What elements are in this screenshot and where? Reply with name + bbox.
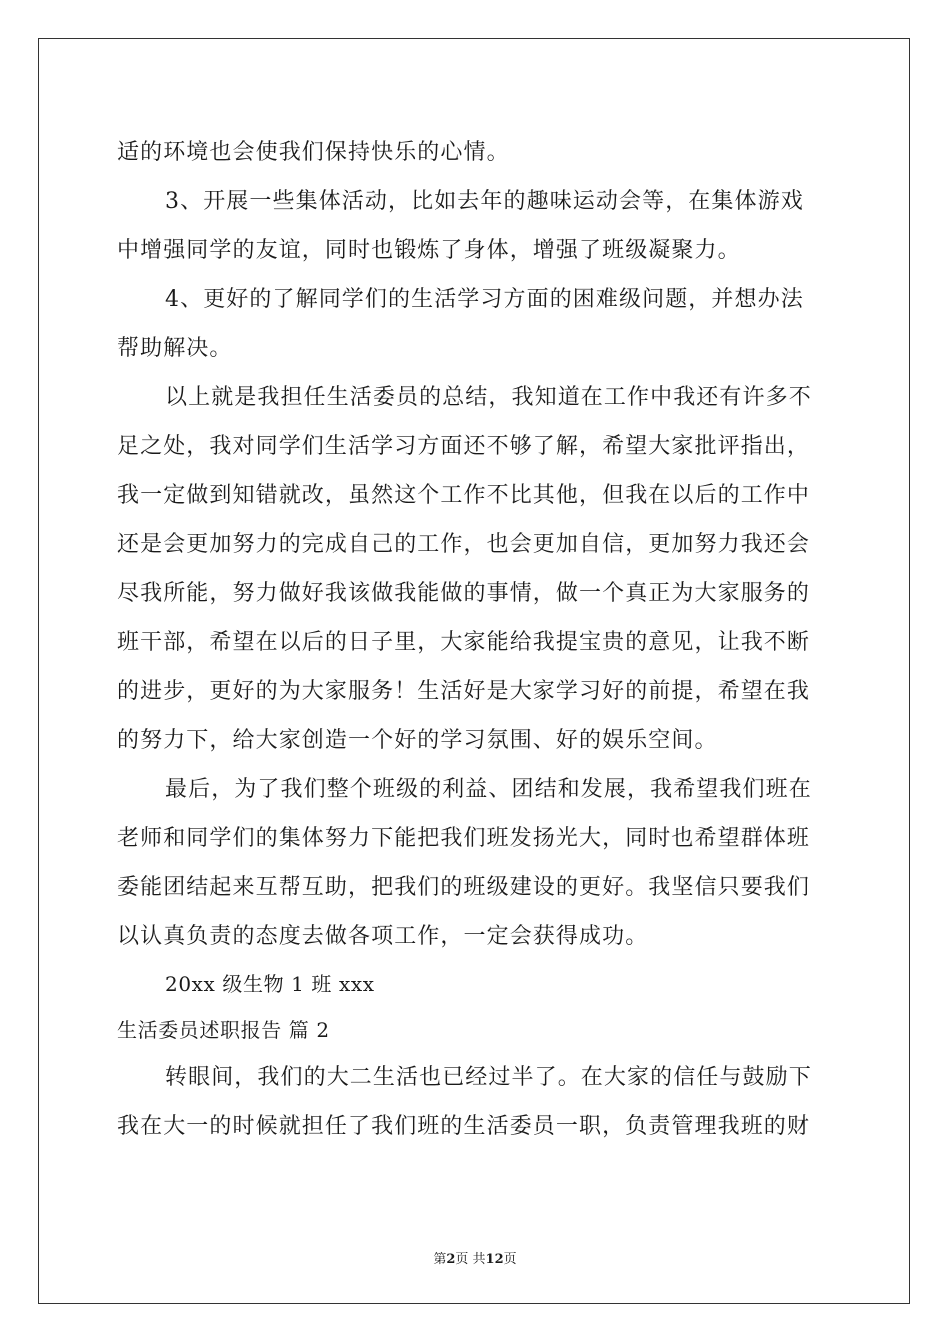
signature-line: 20xx 级生物 1 班 xxx <box>165 972 375 996</box>
document-body <box>117 128 835 1151</box>
text-line: 的进步，更好的为大家服务！生活好是大家学习好的前提，希望在我 <box>117 679 811 704</box>
text-line: 转眼间，我们的大二生活也已经过半了。在大家的信任与鼓励下 <box>165 1065 812 1090</box>
text-line: 适的环境也会使我们保持快乐的心情。 <box>117 140 510 165</box>
footer-prefix: 第 <box>433 1252 447 1267</box>
text-line: 班干部，希望在以后的日子里，大家能给我提宝贵的意见，让我不断 <box>117 630 811 655</box>
text-line: 的努力下，给大家创造一个好的学习氛围、好的娱乐空间。 <box>117 728 718 753</box>
text-line: 以认真负责的态度去做各项工作，一定会获得成功。 <box>117 924 649 949</box>
footer-mid: 页 共 <box>455 1252 486 1267</box>
text-line: 尽我所能，努力做好我该做我能做的事情，做一个真正为大家服务的 <box>117 581 811 606</box>
text-line: 最后，为了我们整个班级的利益、团结和发展，我希望我们班在 <box>165 777 812 802</box>
text-line: 老师和同学们的集体努力下能把我们班发扬光大，同时也希望群体班 <box>117 826 811 851</box>
text-line: 以上就是我担任生活委员的总结，我知道在工作中我还有许多不 <box>165 385 812 410</box>
text-line: 我在大一的时候就担任了我们班的生活委员一职，负责管理我班的财 <box>117 1114 811 1139</box>
page-footer <box>0 1248 950 1267</box>
text-line: 4、更好的了解同学们的生活学习方面的困难级问题，并想办法 <box>165 287 804 312</box>
footer-suffix: 页 <box>503 1252 517 1267</box>
text-line: 帮助解决。 <box>117 336 233 361</box>
text-line: 委能团结起来互帮互助，把我们的班级建设的更好。我坚信只要我们 <box>117 875 811 900</box>
text-line: 中增强同学的友谊，同时也锻炼了身体，增强了班级凝聚力。 <box>117 238 741 263</box>
section-heading: 生活委员述职报告 篇 2 <box>117 1018 330 1042</box>
text-line: 还是会更加努力的完成自己的工作，也会更加自信，更加努力我还会 <box>117 532 811 557</box>
text-line: 足之处，我对同学们生活学习方面还不够了解，希望大家批评指出， <box>117 434 811 459</box>
footer-total-pages: 12 <box>485 1252 504 1267</box>
footer-current-page: 2 <box>446 1252 456 1267</box>
text-line: 3、开展一些集体活动，比如去年的趣味运动会等，在集体游戏 <box>165 189 804 214</box>
text-line: 我一定做到知错就改，虽然这个工作不比其他，但我在以后的工作中 <box>117 483 811 508</box>
